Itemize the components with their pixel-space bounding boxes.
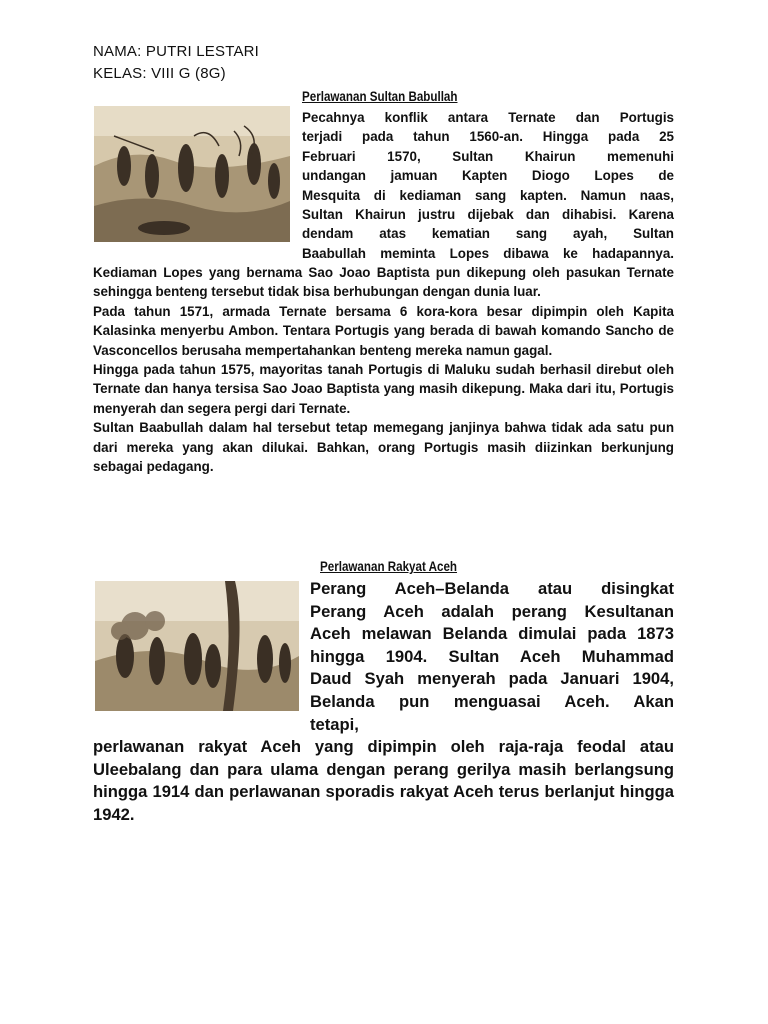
section-title-babullah: Perlawanan Sultan Babullah [302, 89, 458, 104]
paragraph-babullah-wrap [302, 108, 674, 263]
text-line: Sultan Khairun justru dijebak dan dihabisi. Karena [302, 207, 674, 223]
text-line: Pecahnya konflik antara Ternate dan Portugis [302, 110, 674, 125]
engraving-illustration-ternate [94, 106, 290, 242]
text-line: Mesquita di kediaman sang kapten. Namun naas, [302, 187, 674, 203]
text-line: Aceh melawan Belanda dimulai pada 1873 [310, 624, 674, 644]
section-title-aceh: Perlawanan Rakyat Aceh [320, 559, 458, 574]
text-line: undangan jamuan Kapten Diogo Lopes de [302, 168, 674, 184]
text-line: terjadi pada tahun 1560-an. Hingga pada 25 [302, 129, 674, 145]
paragraphs-babullah [93, 263, 674, 476]
text-line: Perang Aceh–Belanda atau disingkat [310, 579, 674, 598]
text-line: Belanda pun menguasai Aceh. Akan [310, 691, 674, 711]
paragraph: Kediaman Lopes yang bernama Sao Joao Baptista pun dikepung oleh pasukan Ternate sehingga benteng tersebut tidak bisa berhubungan dengan dunia luar. [93, 265, 674, 300]
text-line: Perang Aceh adalah perang Kesultanan [310, 601, 674, 621]
paragraph: Sultan Baabullah dalam hal tersebut tetap memegang janjinya bahwa tidak ada satu pun dari mereka yang akan dilukai. Bahkan, orang Portugis masih diizinkan berkunjung sebagai pedagang. [93, 420, 674, 475]
paragraph: Pada tahun 1571, armada Ternate bersama 6 kora-kora besar dipimpin oleh Kapita Kalasinka menyerbu Ambon. Tentara Portugis yang berada di bawah komando Sancho de Vasconcellos berusaha mempertahankan benteng mereka namun gagal. [93, 303, 674, 358]
text-line: hingga 1904. Sultan Aceh Muhammad [310, 646, 674, 666]
text-line: Baabullah meminta Lopes dibawa ke hadapannya. [302, 245, 674, 261]
text-line: Februari 1570, Sultan Khairun memenuhi [302, 148, 674, 164]
student-class: KELAS: VIII G (8G) [93, 65, 226, 82]
text-line: Daud Syah menyerah pada Januari 1904, [310, 669, 674, 689]
student-name: NAMA: PUTRI LESTARI [93, 43, 260, 60]
text-line: tetapi, [310, 714, 359, 734]
paragraph: Hingga pada tahun 1575, mayoritas tanah Portugis di Maluku sudah berhasil direbut oleh Ternate dan hanya tersisa Sao Joao Baptista yang masih dikepung. Maka dari itu, Portugis menyerah dan segera pergi dari Ternate. [93, 362, 674, 416]
engraving-illustration-aceh [95, 581, 299, 711]
text-line: dendam atas kematian sang ayah, Sultan [302, 226, 674, 242]
paragraph-aceh-wrap [310, 578, 674, 736]
paragraph-aceh-rest: perlawanan rakyat Aceh yang dipimpin oleh raja-raja feodal atau Uleebalang dan para ulama dengan perang gerilya masih berlangsung hingga 1914 dan perlawanan sporadis rakyat Aceh terus berlanjut hingga 1942. [93, 737, 674, 824]
